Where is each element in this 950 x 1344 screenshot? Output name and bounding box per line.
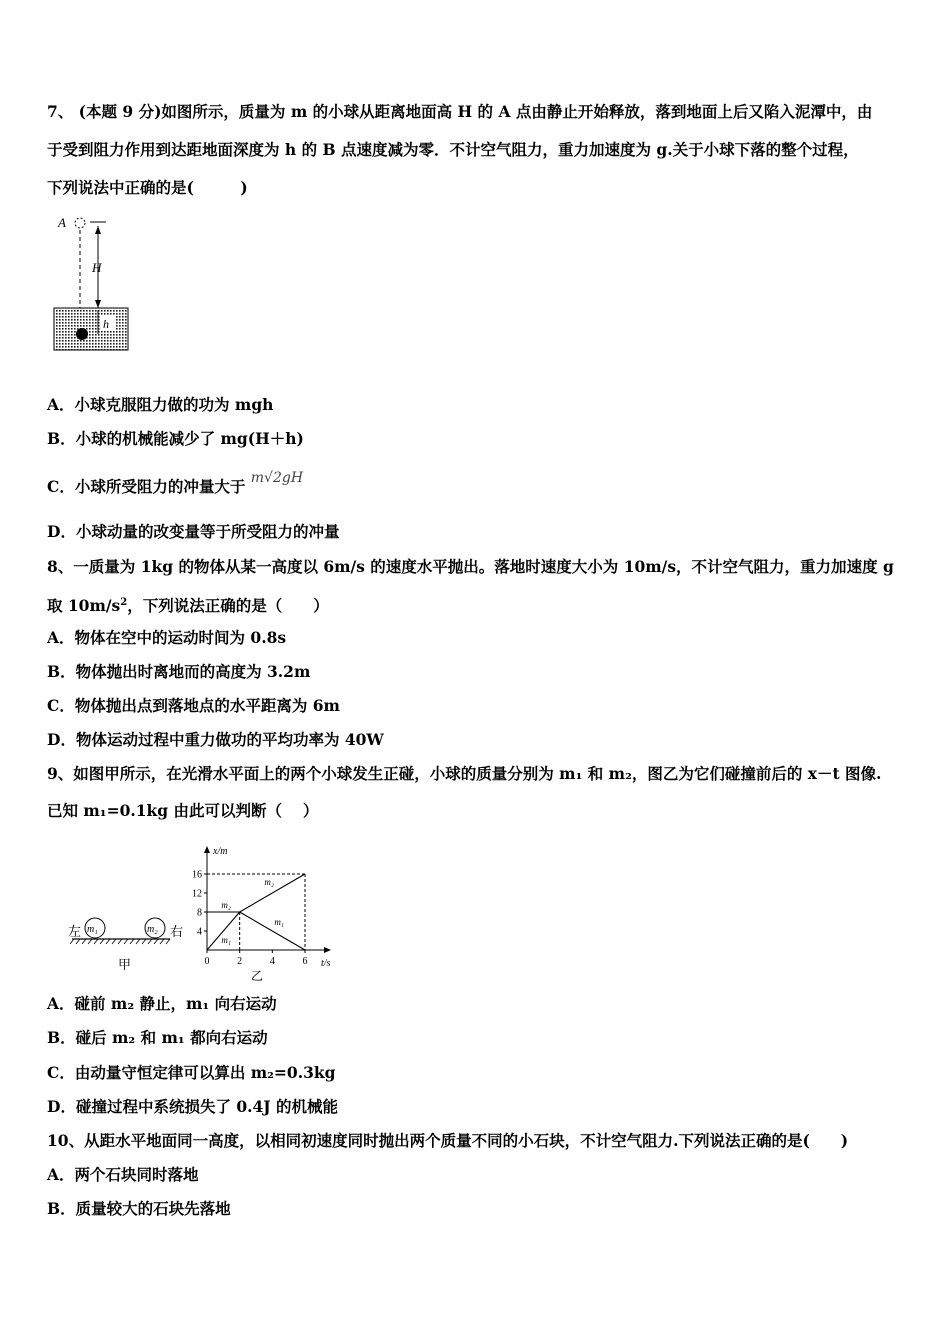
- q9-option-d: D．碰撞过程中系统损失了 0.4J 的机械能: [47, 1097, 339, 1116]
- y-tick-label: 12: [192, 888, 202, 900]
- x-axis-arrow: [324, 947, 331, 953]
- q9-option-b: B．碰后 m₂ 和 m₁ 都向右运动: [47, 1028, 268, 1047]
- q7-stem-line1: 7、 (本题 9 分)如图所示，质量为 m 的小球从距离地面高 H 的 A 点由静止开始释放，落到地面上后又陷入泥潭中，由: [47, 102, 873, 121]
- q10-stem: 10、从距水平地面同一高度，以相同初速度同时抛出两个质量不同的小石块，不计空气阻力.下列说法正确的是( ): [47, 1131, 849, 1150]
- label-h: h: [103, 317, 109, 331]
- label-H: H: [92, 260, 102, 275]
- q7-option-c: [47, 470, 910, 499]
- q7-option-c-formula: m√2gH: [250, 470, 304, 486]
- ball-m2-label: m₂: [147, 924, 158, 935]
- series-label-1: m₂: [221, 900, 231, 910]
- caption-yi: 乙: [251, 969, 264, 982]
- q8-option-c: C．物体抛出点到落地点的水平距离为 6m: [47, 696, 340, 715]
- ball-start: [75, 218, 85, 228]
- label-right: 右: [170, 924, 184, 939]
- series-label-3: m₁: [274, 917, 284, 927]
- y-tick-label: 16: [192, 869, 202, 881]
- q10-option-b: B．质量较大的石块先落地: [47, 1199, 231, 1218]
- q7-stem-line3: 下列说法中正确的是( ): [47, 178, 248, 197]
- x-tick-label: 4: [269, 956, 275, 967]
- x-tick-label: 6: [302, 956, 308, 967]
- q8-option-d: D．物体运动过程中重力做功的平均功率为 40W: [47, 730, 384, 749]
- label-A: A: [58, 215, 66, 230]
- q8-stem-line2-suffix: ，下列说法正确的是（ ）: [127, 596, 329, 616]
- y-tick-label: 8: [197, 907, 202, 919]
- q7-figure: [50, 208, 160, 358]
- q9-option-c: C．由动量守恒定律可以算出 m₂=0.3kg: [47, 1063, 336, 1082]
- y-axis-arrow: [204, 846, 210, 853]
- q9-xt-chart: [185, 832, 355, 982]
- q9-stem-line1: 9、如图甲所示，在光滑水平面上的两个小球发生正碰，小球的质量分别为 m₁ 和 m₂，图乙为它们碰撞前后的 x－t 图像.: [47, 764, 882, 783]
- q8-option-a: A．物体在空中的运动时间为 0.8s: [47, 628, 287, 647]
- mud-region: [54, 308, 128, 350]
- q7-option-a: A．小球克服阻力做的功为 mgh: [47, 395, 274, 414]
- label-left: 左: [68, 924, 82, 939]
- series-line-3: [240, 912, 305, 950]
- x-tick-label: 2: [237, 956, 243, 967]
- q8-stem-line2-prefix: 取 10m/s: [47, 596, 121, 616]
- q9-figure-left: [60, 838, 200, 978]
- y-axis-label: x/m: [213, 846, 228, 857]
- q7-stem-line2: 于受到阻力作用到达距地面深度为 h 的 B 点速度减为零．不计空气阻力，重力加速度为 g.关于小球下落的整个过程，: [47, 140, 859, 159]
- series-label-0: m₁: [221, 935, 231, 945]
- ball-end: [76, 328, 88, 340]
- x-tick-label: 0: [204, 956, 210, 967]
- x-axis-label: t/s: [321, 958, 331, 969]
- q7-option-d: D．小球动量的改变量等于所受阻力的冲量: [47, 522, 340, 541]
- chart-labels: [192, 846, 331, 982]
- q8-unit-exponent: 2: [120, 597, 128, 608]
- q9-stem-line2: 已知 m₁=0.1kg 由此可以判断（ ）: [47, 801, 319, 820]
- q8-option-b: B．物体抛出时离地而的高度为 3.2m: [47, 662, 311, 681]
- y-tick-label: 4: [197, 926, 202, 938]
- q7-option-c-text: C．小球所受阻力的冲量大于: [47, 477, 246, 496]
- q9-option-a: A．碰前 m₂ 静止，m₁ 向右运动: [47, 994, 277, 1013]
- caption-jia: 甲: [118, 957, 132, 972]
- ball-m1-label: m₁: [87, 924, 98, 935]
- q7-option-b: B．小球的机械能减少了 mg(H＋h): [47, 429, 304, 448]
- series-label-2: m₂: [264, 877, 274, 887]
- q10-option-a: A．两个石块同时落地: [47, 1165, 199, 1184]
- q8-stem-line2: [47, 592, 910, 617]
- ground-hatching: [70, 939, 170, 944]
- q8-stem-line1: 8、一质量为 1kg 的物体从某一高度以 6m/s 的速度水平抛出。落地时速度大小为 10m/s，不计空气阻力，重力加速度 g: [47, 557, 894, 576]
